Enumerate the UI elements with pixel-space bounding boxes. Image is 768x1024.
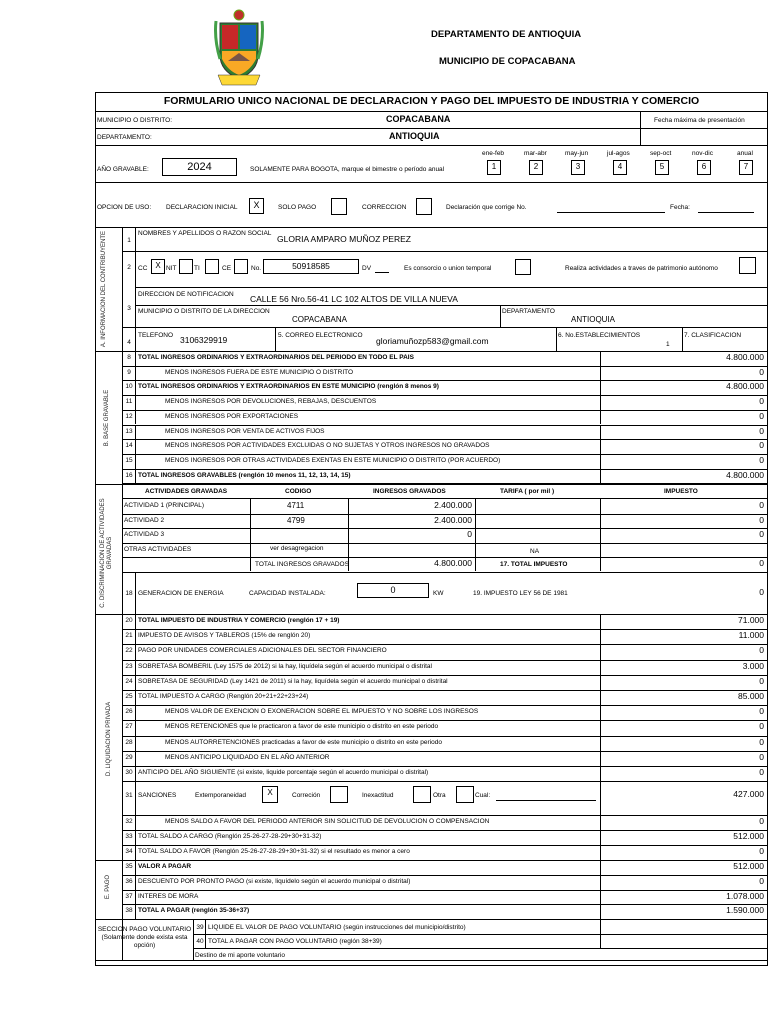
row-num-divider: [135, 875, 136, 890]
row-num-divider: [135, 781, 136, 815]
row-divider: [122, 439, 768, 440]
value-col-divider: [600, 845, 601, 860]
row-divider: [122, 380, 768, 381]
opcion-uso-label: OPCION DE USO:: [97, 204, 152, 211]
row-number: 15: [125, 456, 133, 464]
department-title: DEPARTAMENTO DE ANTIOQUIA: [431, 29, 582, 40]
row-num-divider: [135, 675, 136, 690]
row-value[interactable]: 4.800.000: [726, 381, 764, 392]
row-number: 27: [125, 723, 133, 731]
row-divider: [122, 366, 768, 367]
cc-checkbox[interactable]: X: [151, 259, 165, 274]
row-num-divider: [135, 644, 136, 659]
row-num-divider: [135, 366, 136, 381]
direccion-value[interactable]: CALLE 56 Nro.56-41 LC 102 ALTOS DE VILLA NUEVA: [250, 294, 458, 304]
row-number: 36: [125, 877, 133, 885]
row-label: ANTICIPO DEL AÑO SIGUIENTE (si existe, liquide porcentaje según el acuerdo municipal o distrital): [138, 769, 429, 776]
value-col-divider: [600, 766, 601, 781]
row-num-divider: [135, 439, 136, 454]
nombre-value[interactable]: GLORIA AMPARO MUÑOZ PEREZ: [277, 234, 411, 244]
form-title: FORMULARIO UNICO NACIONAL DE DECLARACION Y PAGO DEL IMPUESTO DE INDUSTRIA Y COMERCIO: [163, 95, 700, 107]
row-value[interactable]: 71.000: [738, 615, 764, 625]
anio-gravable-input[interactable]: 2024: [162, 158, 237, 176]
row-value[interactable]: 1.078.000: [726, 890, 764, 901]
bogota-note: SOLAMENTE PARA BOGOTA, marque el bimestre o período anual: [250, 166, 445, 173]
row-divider: [122, 454, 768, 455]
row-num-divider: [135, 660, 136, 675]
row-value[interactable]: 0: [759, 736, 764, 747]
patrimonio-label: Realiza actividades a traves de patrimonio autónomo: [565, 265, 718, 272]
row-divider: [122, 410, 768, 411]
total-impuesto-value[interactable]: 0: [759, 558, 764, 568]
actividad-name: ACTIVIDAD 1 (PRINCIPAL): [124, 502, 205, 509]
nombre-label: NOMBRES Y APELLIDOS O RAZON SOCIAL: [138, 230, 272, 237]
telefono-value[interactable]: 3106329919: [180, 335, 228, 345]
col-divider: [475, 528, 476, 543]
cual-field[interactable]: [496, 800, 596, 801]
ti-label: TI: [194, 265, 200, 272]
row-label: MENOS INGRESOS POR OTRAS ACTIVIDADES EXENTAS EN ESTE MUNICIPIO O DISTRITO (POR ACUERDO): [165, 456, 501, 464]
row-label: INTERES DE MORA: [138, 892, 199, 900]
departamento-direccion-value[interactable]: ANTIOQUIA: [571, 315, 616, 324]
row-value[interactable]: 0: [759, 706, 764, 717]
section-e-label: E. PAGO: [105, 874, 111, 900]
row-value[interactable]: 0: [759, 645, 764, 656]
row-value[interactable]: 0: [759, 410, 764, 421]
establecimientos-value[interactable]: 1: [666, 341, 670, 348]
otras-actividades: OTRAS ACTIVIDADES: [124, 545, 192, 553]
col-divider: [250, 499, 251, 514]
pago-row-37: [122, 890, 768, 905]
value-col-divider: [600, 860, 601, 875]
row-num-divider: [135, 845, 136, 860]
row-divider: [122, 904, 768, 905]
row-label: PAGO POR UNIDADES COMERCIALES ADICIONALES DEL SECTOR FINANCIERO: [138, 647, 387, 655]
row-value[interactable]: 1.590.000: [726, 905, 764, 916]
solo-pago-label: SOLO PAGO: [278, 204, 317, 211]
row-divider: [122, 890, 768, 891]
col-divider: [250, 543, 251, 558]
row-label: TOTAL INGRESOS GRAVABLES (renglón 10 menos 11, 12, 13, 14, 15): [138, 471, 351, 479]
col-divider: [250, 514, 251, 529]
act-header: ACTIVIDADES GRAVADAS: [145, 488, 228, 495]
declaracion-inicial-label: DECLARACION INICIAL: [166, 204, 238, 211]
email-label: 5. CORREO ELECTRONICO: [278, 332, 363, 339]
row-value[interactable]: 3.000: [742, 660, 764, 671]
section-d-label: D. LIQUIDACION PRIVADA: [106, 701, 112, 777]
departamento-value: ANTIOQUIA: [389, 131, 440, 141]
section-divider: [95, 484, 768, 485]
total-ingresos-label: TOTAL INGRESOS GRAVADOS: [255, 561, 349, 568]
row-num-divider: [135, 705, 136, 720]
row-label: DESCUENTO POR PRONTO PAGO (si existe, liquídelo según el acuerdo municipal o distrital): [138, 877, 411, 885]
row-label: MENOS AUTORRETENCIONES practicadas a favor de este municipio o distrito en este periodo: [165, 738, 442, 746]
row-label: TOTAL SALDO A FAVOR (Renglón 25-26-27-28-29+30+31-32) si el resultado es menor a cero: [138, 848, 410, 855]
capacidad-label: CAPACIDAD INSTALADA:: [249, 590, 326, 597]
row-number: 35: [125, 863, 133, 870]
row-number: 37: [125, 892, 133, 900]
value-col-divider: [600, 410, 601, 425]
value-col-divider: [600, 690, 601, 705]
row-divider: [122, 919, 768, 920]
fecha-maxima-label: Fecha máxima de presentación: [654, 117, 745, 124]
row-divider: [122, 705, 768, 706]
generacion-energia-label: GENERACION DE ENERGIA: [138, 590, 224, 597]
row-value[interactable]: 0: [759, 425, 764, 436]
row-num-divider: [135, 614, 136, 629]
telefono-label: TELEFONO: [138, 332, 174, 339]
row-number: 11: [125, 398, 133, 406]
row-num-divider: [135, 351, 136, 366]
col-divider: [250, 557, 251, 571]
value-col-divider: [600, 395, 601, 410]
total-impuesto-label: 17. TOTAL IMPUESTO: [500, 561, 568, 568]
row-value[interactable]: 0: [759, 846, 764, 856]
row-label: MENOS INGRESOS POR EXPORTACIONES: [165, 412, 299, 420]
voluntario-title: SECCION PAGO VOLUNTARIO: [97, 926, 192, 933]
row-value[interactable]: 0: [759, 396, 764, 407]
value-col-divider: [600, 380, 601, 395]
ti-checkbox[interactable]: [205, 259, 219, 274]
row-divider: [122, 875, 768, 876]
value-col-divider: [600, 629, 601, 644]
sanciones-value[interactable]: 427.000: [733, 789, 764, 799]
value-col-divider: [600, 425, 601, 440]
direccion-label: DIRECCION DE NOTIFICACION: [138, 291, 234, 298]
row-number: 20: [125, 617, 133, 624]
col-divider: [250, 528, 251, 543]
municipio-label: MUNICIPIO O DISTRITO:: [97, 117, 172, 124]
section-a-label: A. INFORMACION DEL CONTRIBUYENTE: [101, 230, 107, 348]
extemporaneidad-checkbox[interactable]: X: [262, 786, 278, 803]
row-number: 34: [125, 848, 133, 855]
row-num-divider: [135, 629, 136, 644]
col-divider: [475, 499, 476, 514]
act-header: TARIFA ( por mil ): [500, 488, 555, 495]
row-label: VALOR A PAGAR: [138, 863, 192, 870]
cc-label: CC: [138, 265, 148, 272]
row-number: 12: [125, 412, 133, 420]
dv-label: DV: [362, 265, 372, 272]
row-num-divider: [135, 720, 136, 735]
row-label: TOTAL SALDO A CARGO (Renglón 25-26-27-28-29+30+31-32): [138, 833, 322, 840]
row-num-divider: [135, 890, 136, 905]
value-col-divider: [600, 875, 601, 890]
row-num-divider: [135, 815, 136, 830]
row-num-divider: [135, 469, 136, 484]
value-col-divider: [600, 614, 601, 629]
row-number: 23: [125, 662, 133, 670]
row-value[interactable]: 85.000: [738, 691, 764, 701]
row-number: 10: [125, 383, 133, 391]
row-label: SOBRETASA BOMBERIL (Ley 1575 de 2012) si la hay, liquídela según el acuerdo municipal o distrital: [138, 662, 432, 670]
patrimonio-checkbox[interactable]: [739, 257, 756, 274]
row-divider: [122, 395, 768, 396]
value-col-divider: [600, 439, 601, 454]
col-divider: [348, 499, 349, 514]
actividad-name: ACTIVIDAD 2: [124, 516, 165, 524]
row-divider: [122, 425, 768, 426]
col-divider: [600, 514, 601, 529]
row-label: MENOS RETENCIONES que le practicaron a favor de este municipio o distrito en este periodo: [165, 723, 439, 731]
ce-checkbox[interactable]: [234, 259, 248, 274]
row-value[interactable]: 512.000: [733, 861, 764, 871]
municipio-direccion-label: MUNICIPIO O DISTRITO DE LA DIRECCION: [138, 308, 270, 315]
section-divider: [95, 860, 768, 861]
fecha-field[interactable]: [698, 212, 754, 213]
ley56-value[interactable]: 0: [759, 587, 764, 597]
row-number: 13: [125, 427, 133, 435]
row-number: 26: [125, 708, 133, 716]
act-header: CODIGO: [285, 488, 312, 495]
col-divider: [348, 514, 349, 529]
row-divider: [122, 660, 768, 661]
declaracion-corrige-field[interactable]: [557, 212, 665, 213]
consorcio-label: Es consorcio o union temporal: [404, 265, 492, 272]
municipal-crest: [214, 9, 264, 87]
value-col-divider: [600, 644, 601, 659]
row-num-divider: [135, 904, 136, 919]
row-number: 25: [125, 693, 133, 700]
row-label: TOTAL IMPUESTO DE INDUSTRIA Y COMERCIO (renglón 17 + 19): [138, 617, 340, 624]
value-col-divider: [600, 469, 601, 484]
row-label: TOTAL A PAGAR (renglón 35-36+37): [138, 907, 250, 915]
act-header: INGRESOS GRAVADOS: [373, 488, 446, 495]
col-divider: [475, 557, 476, 571]
row-num-divider: [135, 690, 136, 705]
row-num-divider: [135, 454, 136, 469]
row-number: 24: [125, 677, 133, 685]
row-value[interactable]: 11.000: [738, 630, 764, 641]
voluntario-sub: (Solamente donde exista esta: [101, 934, 188, 941]
col-divider: [600, 528, 601, 543]
row-value[interactable]: 0: [759, 751, 764, 762]
col-divider: [348, 528, 349, 543]
value-col-divider: [600, 454, 601, 469]
row-value[interactable]: 0: [759, 816, 764, 826]
row-label: TOTAL INGRESOS ORDINARIOS Y EXTRAORDINARIOS DEL PERIODO EN TODO EL PAIS: [138, 354, 414, 361]
row-divider: [122, 644, 768, 645]
row-number: 38: [125, 907, 133, 915]
row-number: 33: [125, 833, 133, 840]
row-value[interactable]: 0: [759, 454, 764, 465]
value-col-divider: [600, 904, 601, 919]
actividad-ingresos[interactable]: 0: [467, 529, 472, 539]
row-value[interactable]: 4.800.000: [726, 352, 764, 362]
row-num-divider: [135, 380, 136, 395]
row-label: MENOS INGRESOS POR ACTIVIDADES EXCLUIDAS O NO SUJETAS Y OTROS INGRESOS NO GRAVADOS: [165, 442, 490, 450]
row-number: 30: [125, 769, 133, 776]
na-label: NA: [530, 547, 540, 555]
row-divider: [122, 830, 768, 831]
establecimientos-label: 6. No.ESTABLECIMIENTOS: [558, 332, 641, 339]
nit-label: NIT: [166, 265, 177, 272]
row-number: 8: [127, 354, 131, 361]
row-divider: [122, 766, 768, 767]
actividad-impuesto[interactable]: 0: [759, 529, 764, 539]
row-num-divider: [135, 425, 136, 440]
solo-pago-checkbox[interactable]: [331, 198, 347, 215]
clasificacion-label: 7. CLASIFICACION: [684, 332, 742, 339]
row-num-divider: [135, 860, 136, 875]
correcion-checkbox[interactable]: [330, 786, 348, 803]
actividad-impuesto[interactable]: 0: [759, 514, 764, 525]
value-col-divider: [600, 736, 601, 751]
value-col-divider: [600, 705, 601, 720]
row-number: 29: [125, 753, 133, 761]
row-number: 16: [125, 471, 133, 479]
row-num-divider: [135, 410, 136, 425]
declaracion-corrige-label: Declaración que corrige No.: [446, 204, 527, 211]
row-value[interactable]: 4.800.000: [726, 469, 764, 480]
otra-checkbox[interactable]: [456, 786, 474, 803]
nit-checkbox[interactable]: [179, 259, 193, 274]
col-divider: [475, 514, 476, 529]
fecha-label: Fecha:: [670, 204, 690, 211]
row-number: 9: [127, 368, 131, 376]
row-number: 28: [125, 738, 133, 746]
row-label: MENOS INGRESOS POR VENTA DE ACTIVOS FIJOS: [165, 427, 325, 435]
correccion-label: CORRECCION: [362, 204, 407, 211]
capacidad-input[interactable]: 0: [357, 583, 429, 598]
row-value[interactable]: 0: [759, 767, 764, 777]
row-num-divider: [135, 736, 136, 751]
act-header-divider: [122, 498, 768, 499]
row-num-divider: [135, 395, 136, 410]
col-divider: [600, 499, 601, 514]
ver-desagregacion[interactable]: ver desagregacion: [270, 544, 324, 552]
row-value[interactable]: 0: [759, 440, 764, 451]
row-value[interactable]: 0: [759, 721, 764, 732]
actividad-codigo[interactable]: 4799: [287, 515, 305, 525]
act-header: IMPUESTO: [664, 488, 698, 495]
actividad-codigo[interactable]: 4711: [287, 501, 305, 510]
row-value[interactable]: 0: [759, 875, 764, 886]
departamento-label: DEPARTAMENTO:: [97, 134, 152, 141]
declaracion-inicial-checkbox[interactable]: X: [249, 198, 264, 214]
departamento-direccion-label: DEPARTAMENTO: [502, 308, 555, 315]
row-num-divider: [135, 766, 136, 781]
row-number: 22: [125, 647, 133, 655]
row-divider: [122, 543, 768, 544]
value-col-divider: [600, 660, 601, 675]
row-divider: [122, 845, 768, 846]
actividad-ingresos[interactable]: 2.400.000: [434, 500, 472, 510]
row-label: MENOS INGRESOS FUERA DE ESTE MUNICIPIO O DISTRITO: [165, 368, 354, 376]
municipio-value: COPACABANA: [386, 114, 451, 124]
correccion-checkbox[interactable]: [416, 198, 432, 215]
row-value[interactable]: 0: [759, 366, 764, 377]
value-col-divider: [600, 815, 601, 830]
actividad-name: ACTIVIDAD 3: [124, 531, 165, 538]
value-col-divider: [600, 351, 601, 366]
documento-number-input[interactable]: 50918585: [263, 259, 359, 274]
value-col-divider: [600, 366, 601, 381]
row-divider: [122, 815, 768, 816]
ley56-label: 19. IMPUESTO LEY 56 DE 1981: [473, 590, 568, 597]
destino-aporte-label: Destino de mi aporte voluntario: [195, 952, 285, 959]
value-col-divider: [600, 720, 601, 735]
row-number: 21: [125, 632, 133, 640]
row-divider: [122, 675, 768, 676]
row-label: TOTAL INGRESOS ORDINARIOS Y EXTRAORDINARIOS EN ESTE MUNICIPIO (renglón 8 menos 9): [138, 383, 439, 391]
consorcio-checkbox[interactable]: [515, 259, 531, 275]
actividad-impuesto[interactable]: 0: [759, 500, 764, 510]
voluntario-sub2: opción): [133, 942, 156, 949]
row-value[interactable]: 0: [759, 675, 764, 686]
col-divider: [348, 543, 349, 558]
col-divider: [600, 557, 601, 571]
municipality-title: MUNICIPIO DE COPACABANA: [439, 56, 576, 67]
row-divider: [122, 629, 768, 630]
kw-label: KW: [433, 590, 444, 597]
dv-field[interactable]: [375, 272, 389, 273]
row-40-label: TOTAL A PAGAR CON PAGO VOLUNTARIO (reglón 38+39): [208, 938, 382, 945]
row-label: TOTAL IMPUESTO A CARGO (Renglón 20+21+22+23+24): [138, 693, 309, 700]
value-col-divider: [600, 751, 601, 766]
row-divider: [122, 736, 768, 737]
actividad-ingresos[interactable]: 2.400.000: [434, 514, 472, 525]
row-label: IMPUESTO DE AVISOS Y TABLEROS (15% de renglón 20): [138, 632, 311, 640]
row-divider: [122, 781, 768, 782]
ce-label: CE: [222, 265, 232, 272]
row-num-divider: [135, 751, 136, 766]
col-divider: [600, 543, 601, 558]
row-divider: [122, 720, 768, 721]
row-divider: [122, 751, 768, 752]
value-col-divider: [600, 890, 601, 905]
municipio-direccion-value[interactable]: COPACABANA: [292, 315, 347, 324]
row-39-label: LIQUIDE EL VALOR DE PAGO VOLUNTARIO (según instrucciones del municipio/distrito): [208, 924, 466, 931]
row-value[interactable]: 512.000: [733, 831, 764, 841]
pago-row-35: [122, 860, 768, 875]
row-label: MENOS SALDO A FAVOR DEL PERIODO ANTERIOR SIN SOLICITUD DE DEVOLUCION O COMPENSACION: [165, 818, 490, 825]
col-divider: [475, 543, 476, 558]
value-col-divider: [600, 781, 601, 815]
row-label: MENOS INGRESOS POR DEVOLUCIONES, REBAJAS, DESCUENTOS: [165, 398, 377, 406]
row-divider: [122, 528, 768, 529]
section-c-label: C. DISCRIMINACION DE ACTIVIDADES GRAVADAS: [100, 498, 113, 608]
anio-gravable-label: AÑO GRAVABLE:: [97, 166, 149, 173]
section-b-label: B. BASE GRAVABLE: [104, 389, 110, 447]
value-col-divider: [600, 830, 601, 845]
email-value[interactable]: gloriamuñozp583@gmail.com: [376, 336, 489, 346]
total-ingresos-value[interactable]: 4.800.000: [434, 558, 472, 568]
value-col-divider: [600, 675, 601, 690]
no-label: No.: [251, 265, 262, 272]
inexactitud-checkbox[interactable]: [413, 786, 431, 803]
row-label: MENOS VALOR DE EXENCION O EXONERACION SOBRE EL IMPUESTO Y NO SOBRE LOS INGRESOS: [165, 708, 479, 716]
row-number: 32: [125, 818, 133, 825]
row-label: SOBRETASA DE SEGURIDAD (Ley 1421 de 2011) si la hay, liquídela según el acuerdo municipal o distrital: [138, 677, 448, 685]
row-label: MENOS ANTICIPO LIQUIDADO EN EL AÑO ANTERIOR: [165, 753, 330, 761]
row-divider: [122, 469, 768, 470]
row-num-divider: [135, 830, 136, 845]
row-number: 14: [125, 442, 133, 450]
row-divider: [122, 690, 768, 691]
